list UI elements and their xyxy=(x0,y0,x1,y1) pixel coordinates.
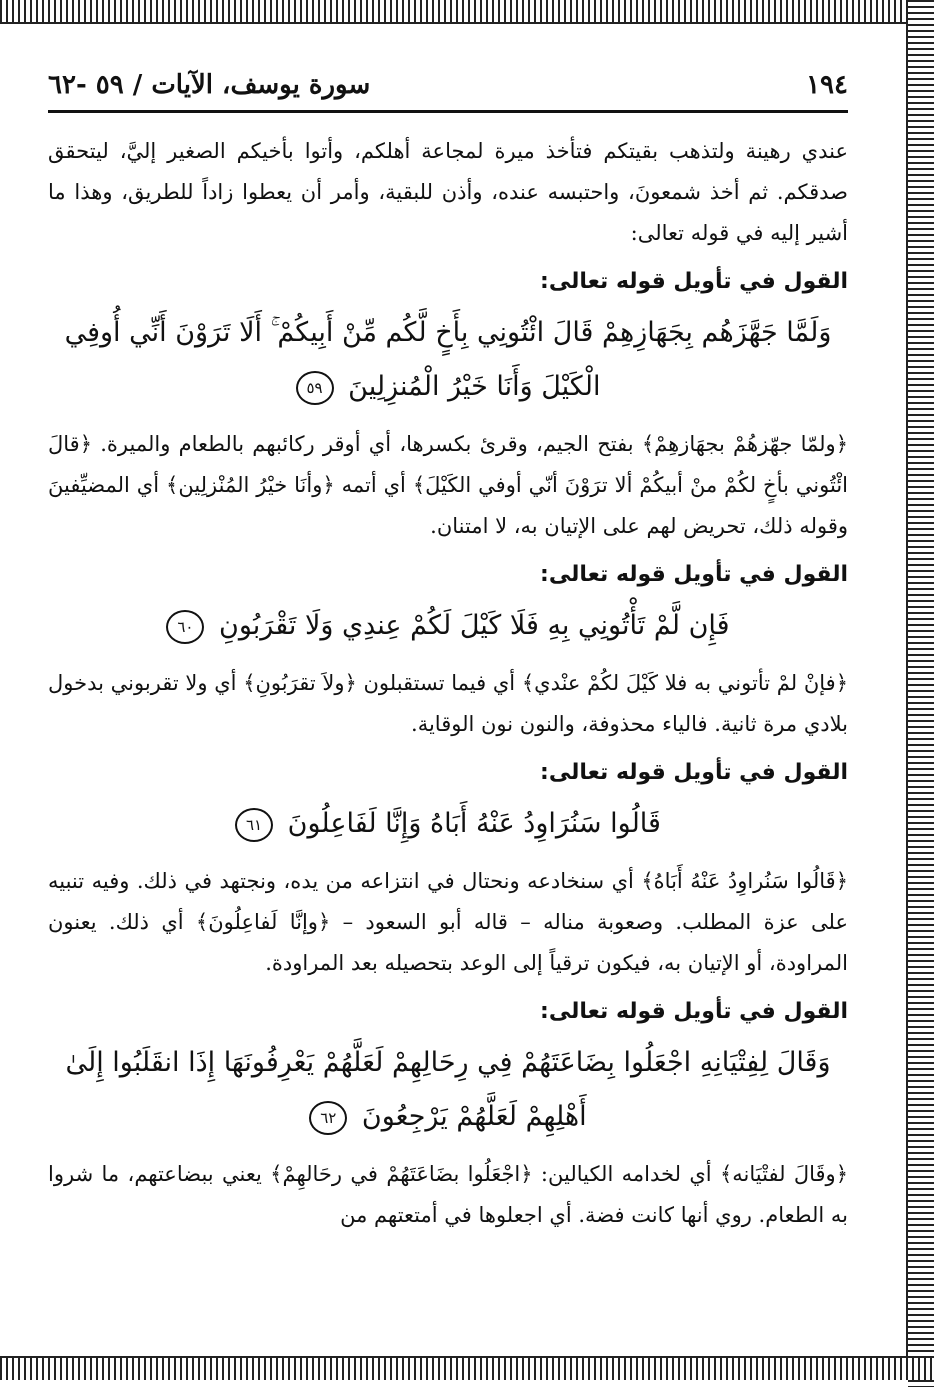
commentary-paragraph: ﴿فإنْ لمْ تأتوني به فلا كَيْلَ لكُمْ عنْدي﴾ أي فيما تستقبلون ﴿ولاَ تقرَبُونِ﴾ أي ولا تقربوني بدخول بلادي مرة ثانية. فالياء محذوفة، والنون نون الوقاية. xyxy=(48,671,848,736)
commentary-paragraph: ﴿قَالُوا سَنُراوِدُ عَنْهُ أَبَاهُ﴾ أي سنخادعه ونحتال في انتزاعه من يده، ونجتهد في ذلك. وفيه تنبيه على عزة المطلب. وصعوبة مناله – قاله أبو السعود – ﴿وإنَّا لَفاعِلُونَ﴾ أي ذلك. يعنون المراودة، أو الإتيان به، فيكون ترقياً إلى الوعد بتحصيله بعد المراودة. xyxy=(48,869,848,975)
verse-text: فَإِن لَّمْ تَأْتُونِي بِهِ فَلَا كَيْلَ لَكُمْ عِندِي وَلَا تَقْرَبُونِ xyxy=(219,610,730,641)
quran-verse xyxy=(48,599,848,653)
quran-verse xyxy=(48,797,848,851)
ayah-number-marker: ٦٠ xyxy=(166,610,204,644)
section-heading: القول في تأويل قوله تعالى: xyxy=(540,562,848,587)
decorative-border-bottom xyxy=(0,1358,934,1380)
ayah-number-marker: ٥٩ xyxy=(296,371,334,405)
chapter-title: سورة يوسف، الآيات / ٥٩ -٦٢ xyxy=(48,70,371,100)
decorative-border-right xyxy=(908,0,934,1387)
header-rule xyxy=(48,110,848,113)
section-verse-62 xyxy=(48,994,848,1236)
section-heading: القول في تأويل قوله تعالى: xyxy=(540,999,848,1024)
verse-text: وَلَمَّا جَهَّزَهُم بِجَهَازِهِمْ قَالَ ائْتُونِي بِأَخٍ لَّكُم مِّنْ أَبِيكُمْ ۚ أَلَا تَرَوْنَ أَنِّي أُوفِي الْكَيْلَ وَأَنَا خَيْرُ الْمُنزِلِينَ xyxy=(64,317,832,402)
section-verse-61 xyxy=(48,755,848,984)
border-line-right xyxy=(906,22,908,1358)
quran-verse xyxy=(48,1036,848,1144)
page-content xyxy=(48,52,848,1246)
running-header xyxy=(48,52,848,110)
section-verse-59 xyxy=(48,264,848,547)
verse-text: وَقَالَ لِفِتْيَانِهِ اجْعَلُوا بِضَاعَتَهُمْ فِي رِحَالِهِمْ لَعَلَّهُمْ يَعْرِفُونَهَا إِذَا انقَلَبُوا إِلَىٰ أَهْلِهِمْ لَعَلَّهُمْ يَرْجِعُونَ xyxy=(65,1047,831,1132)
commentary-paragraph: ﴿وقَالَ لفتْيَانه﴾ أي لخدامه الكيالين: ﴿اجْعَلُوا بضَاعَتَهُمْ في رحَالهِمْ﴾ يعني ببضاعتهم، ما شروا به الطعام. روي أنها كانت فضة. أي اجعلوها في أمتعتهم من xyxy=(48,1162,848,1227)
ayah-number-marker: ٦١ xyxy=(235,808,273,842)
page-number: ١٩٤ xyxy=(806,70,848,100)
section-heading: القول في تأويل قوله تعالى: xyxy=(540,760,848,785)
commentary-paragraph: ﴿ولمّا جهّزهُمْ بجهَازهِمْ﴾ بفتح الجيم، وقرئ بكسرها، أي أوقر ركائبهم بالطعام والميرة. ﴿قالَ ائْتُوني بأخٍ لكُمْ منْ أبيكُمْ ألا ترَوْنَ أنّي أوفي الكَيْلَ﴾ أي أتمه ﴿وأنَا خيْرُ المُنْزلِين﴾ أي المضيِّفينَ وقوله ذلك، تحريض لهم على الإتيان به، لا امتنان. xyxy=(48,432,848,538)
section-verse-60 xyxy=(48,557,848,745)
section-heading: القول في تأويل قوله تعالى: xyxy=(540,269,848,294)
quran-verse xyxy=(48,306,848,414)
decorative-border-top xyxy=(0,0,934,22)
border-line-top xyxy=(0,22,908,24)
verse-text: قَالُوا سَنُرَاوِدُ عَنْهُ أَبَاهُ وَإِنَّا لَفَاعِلُونَ xyxy=(287,808,661,839)
intro-paragraph: عندي رهينة ولتذهب بقيتكم فتأخذ ميرة لمجاعة أهلكم، وأتوا بأخيكم الصغير إليَّ، ليتحقق صدقكم. ثم أخذ شمعونَ، واحتبسه عنده، وأذن للبقية، وأمر أن يعطوا زاداً للطريق، وهذا ما أشير إليه في قوله تعالى: xyxy=(48,139,848,245)
ayah-number-marker: ٦٢ xyxy=(309,1101,347,1135)
